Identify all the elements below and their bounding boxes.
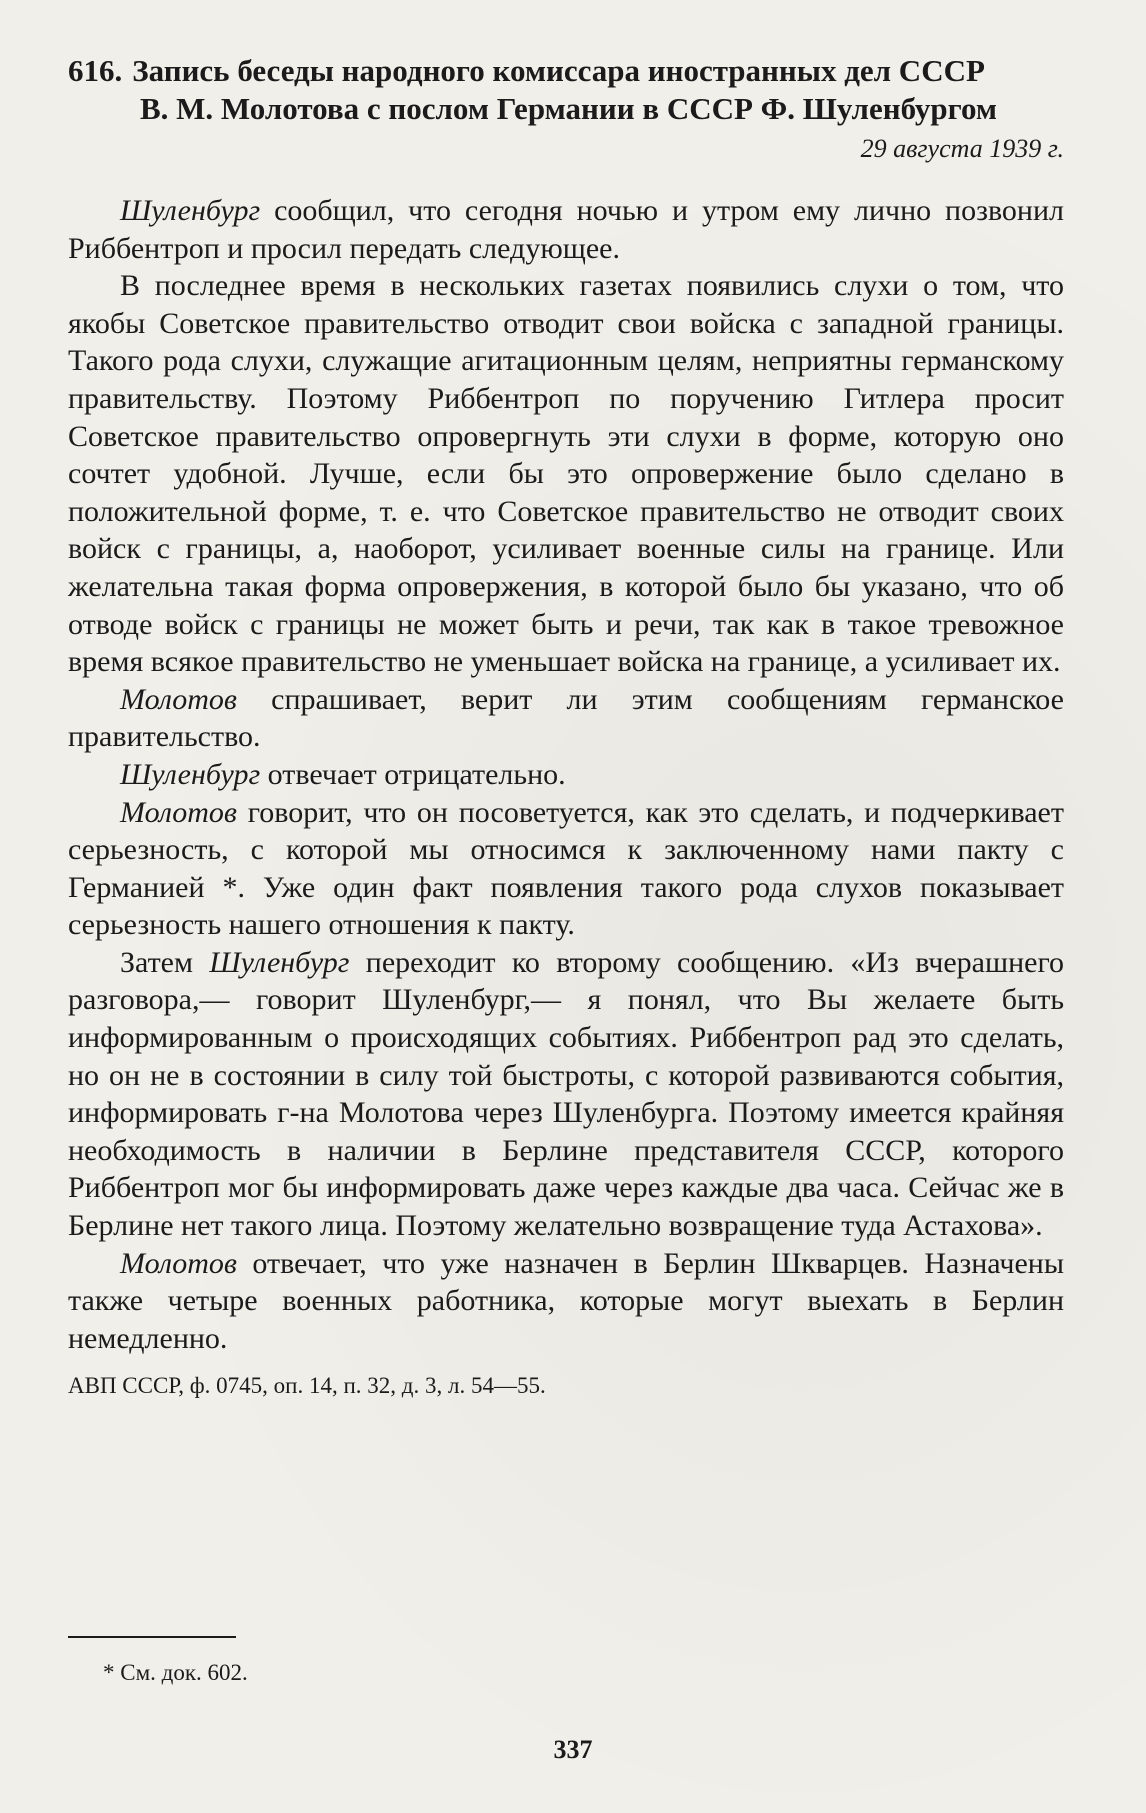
paragraph-3 [68, 681, 1064, 756]
paragraph-5 [68, 794, 1064, 944]
paragraph-2 [68, 267, 1064, 681]
document-title [68, 52, 1064, 128]
page-number: 337 [553, 1735, 593, 1764]
document-body [68, 52, 1064, 1401]
paragraph-text: говорит, что он посоветуется, как это сделать, и подчеркивает серьезность, с которой мы относимся к заключенному нами пакту с Германией *. Уже один факт появления такого рода слухов показывает серьезность нашего отношения к пакту. [68, 795, 1064, 942]
paragraph-text: переходит ко второму сообщению. «Из вчерашнего разговора,— говорит Шуленбург,— я понял, что Вы желаете быть информированным о происходящих событиях. Риббентроп рад это сделать, но он не в состоянии в силу той быстроты, с которой развиваются события, информировать г-на Молотова через Шуленбурга. Поэтому имеется крайняя необходимость в наличии в Берлине представителя СССР, которого Риббентроп мог бы информировать даже через каждые два часа. Сейчас же в Берлине нет такого лица. Поэтому желательно возвращение туда Астахова». [68, 945, 1064, 1243]
paragraph-1 [68, 192, 1064, 267]
paragraph-text: В последнее время в нескольких газетах появились слухи о том, что якобы Советское правительство отводит свои войска с западной границы. Такого рода слухи, служащие агитационным целям, неприятны германскому правительству. Поэтому Риббентроп по поручению Гитлера просит Советское правительство опровергнуть эти слухи в форме, которую оно сочтет удобной. Лучше, если бы это опровержение было сделано в положительной форме, т. е. что Советское правительство не отводит своих войск с границы, а, наоборот, усиливает военные силы на границе. Или желательна такая форма опровержения, в которой было бы указано, что об отводе войск с границы не может быть и речи, так как в такое тревожное время всякое правительство не уменьшает войска на границе, а усиливает их. [68, 269, 1064, 679]
title-line-2: В. М. Молотова с послом Германии в СССР Ф. Шуленбургом [140, 91, 997, 126]
speaker-name: Молотов [120, 1246, 237, 1280]
speaker-name: Молотов [120, 795, 237, 829]
speaker-name: Шуленбург [120, 194, 261, 227]
paragraph-4 [68, 756, 1064, 794]
paragraph-text: отвечает отрицательно. [260, 757, 566, 791]
footnote-divider [68, 1636, 236, 1638]
paragraph-lead: Затем [120, 945, 210, 979]
paragraph-text: отвечает, что уже назначен в Берлин Шкварцев. Назначены также четыре военных работника, которые могут выехать в Берлин немедленно. [68, 1246, 1064, 1355]
footnote: * См. док. 602. [103, 1660, 248, 1685]
paragraph-text: спрашивает, верит ли этим сообщениям германское правительство. [68, 682, 1064, 754]
paragraph-6 [68, 944, 1064, 1245]
title-line-1: Запись беседы народного комиссара иностранных дел СССР [132, 53, 985, 88]
archive-source: АВП СССР, ф. 0745, оп. 14, п. 32, д. 3, л. 54—55. [68, 1373, 546, 1399]
document-date: 29 августа 1939 г. [860, 134, 1064, 163]
speaker-name: Молотов [120, 682, 237, 716]
speaker-name: Шуленбург [209, 945, 350, 979]
speaker-name: Шуленбург [120, 757, 261, 791]
paragraph-text: сообщил, что сегодня ночью и утром ему лично позвонил Риббентроп и просил передать следующее. [68, 194, 1064, 265]
paragraph-7 [68, 1245, 1064, 1358]
document-number: 616. [68, 53, 123, 88]
